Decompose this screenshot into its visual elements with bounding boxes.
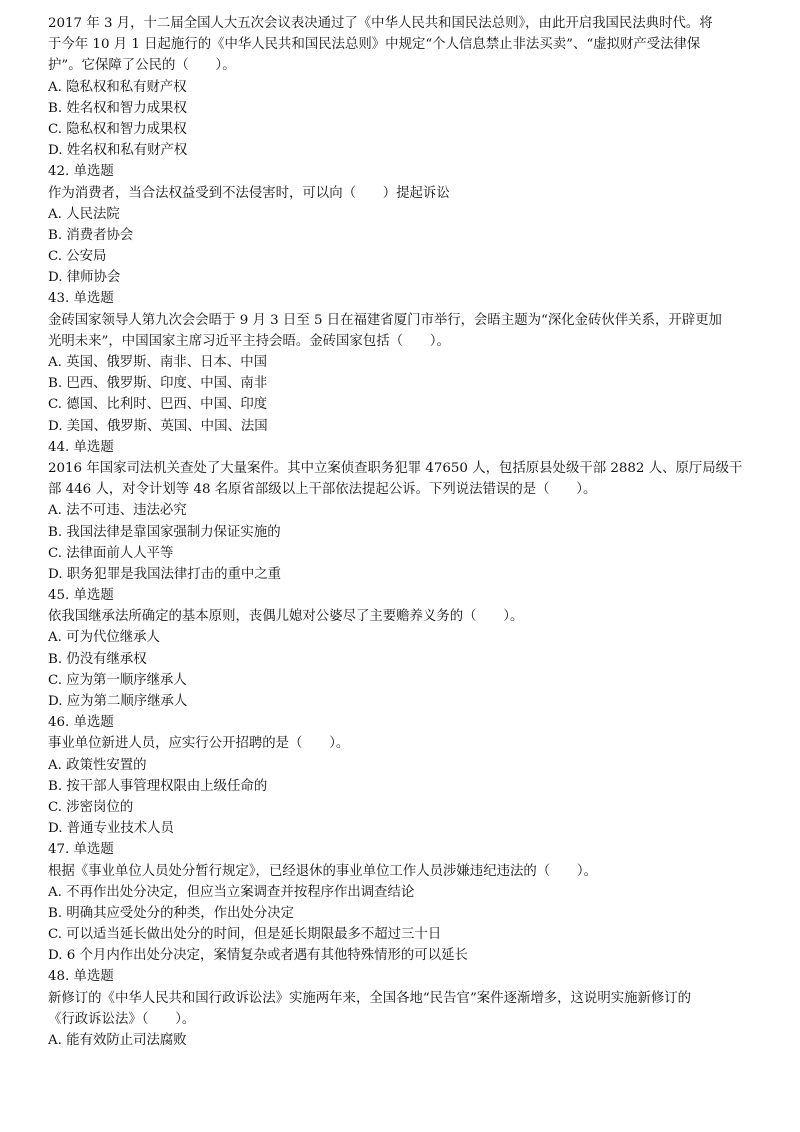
question-45 <box>48 585 764 712</box>
option-c: C. 德国、比利时、巴西、中国、印度 <box>48 397 268 413</box>
question-header: 45. 单选题 <box>48 588 114 604</box>
question-46 <box>48 712 764 839</box>
question-stem-line: 2016 年国家司法机关查处了大量案件。其中立案侦查职务犯罪 47650 人，包括原县处级干部 2882 人、原厅局级干 <box>48 460 743 476</box>
question-stem-line: 新修订的《中华人民共和国行政诉讼法》实施两年来，全国各地“民告官”案件逐渐增多，这说明实施新修订的 <box>48 990 692 1006</box>
option-a: A. 人民法院 <box>48 206 120 222</box>
option-d: D. 美国、俄罗斯、英国、中国、法国 <box>48 418 268 434</box>
option-a: A. 英国、俄罗斯、南非、日本、中国 <box>48 355 268 370</box>
option-b: B. 按干部人事管理权限由上级任命的 <box>48 778 268 794</box>
question-header: 48. 单选题 <box>48 969 114 985</box>
question-stem-line: 于今年 10 月 1 日起施行的《中华人民共和国民法总则》中规定“个人信息禁止非法买卖”、“虚拟财产受法律保 <box>48 37 701 53</box>
option-a: A. 不再作出处分决定，但应当立案调查并按程序作出调查结论 <box>48 884 415 900</box>
option-d: D. 普通专业技术人员 <box>48 821 174 837</box>
question-47 <box>48 839 764 966</box>
option-d: D. 6 个月内作出处分决定，案情复杂或者遇有其他特殊情形的可以延长 <box>48 948 468 964</box>
question-41 <box>48 13 764 161</box>
question-stem-line: 护”。它保障了公民的（ ）。 <box>48 58 236 74</box>
question-stem-line: 根据《事业单位人员处分暂行规定》，已经退休的事业单位工作人员涉嫌违纪违法的（ ）。 <box>48 863 598 879</box>
option-d: D. 职务犯罪是我国法律打击的重中之重 <box>48 566 282 582</box>
option-a: A. 隐私权和私有财产权 <box>48 79 187 95</box>
option-c: C. 公安局 <box>48 249 107 265</box>
question-stem-line: 光明未来”，中国国家主席习近平主持会晤。金砖国家包括（ ）。 <box>48 333 450 349</box>
question-stem-line: 2017 年 3 月，十二届全国人大五次会议表决通过了《中华人民共和国民法总则》，由此开启我国民法典时代。将 <box>48 16 713 31</box>
question-stem-line: 部 446 人，对令计划等 48 名原省部级以上干部依法提起公诉。下列说法错误的是（ ）。 <box>48 482 597 498</box>
question-stem-line: 《行政诉讼法》（ ）。 <box>48 1011 196 1027</box>
option-a: A. 可为代位继承人 <box>48 630 160 646</box>
question-header: 43. 单选题 <box>48 291 114 307</box>
question-stem-line: 依我国继承法所确定的基本原则，丧偶儿媳对公婆尽了主要赡养义务的（ ）。 <box>48 609 524 625</box>
question-stem-line: 事业单位新进人员，应实行公开招聘的是（ ）。 <box>48 736 350 752</box>
question-header: 46. 单选题 <box>48 715 114 731</box>
question-header: 47. 单选题 <box>48 842 114 858</box>
question-header: 44. 单选题 <box>48 439 114 455</box>
option-c: C. 法律面前人人平等 <box>48 545 174 561</box>
document-page <box>48 13 764 1051</box>
question-42 <box>48 161 764 288</box>
option-b: B. 仍没有继承权 <box>48 651 147 667</box>
option-b: B. 姓名权和智力成果权 <box>48 100 187 116</box>
option-c: C. 涉密岗位的 <box>48 799 134 815</box>
option-b: B. 我国法律是靠国家强制力保证实施的 <box>48 524 281 540</box>
question-stem-line: 金砖国家领导人第九次会会晤于 9 月 3 日至 5 日在福建省厦门市举行，会晤主题为“深化金砖伙伴关系，开辟更加 <box>48 312 722 328</box>
option-b: B. 巴西、俄罗斯、印度、中国、南非 <box>48 376 268 392</box>
option-a: A. 法不可违、违法必究 <box>48 503 187 519</box>
option-b: B. 消费者协会 <box>48 227 134 243</box>
option-c: C. 可以适当延长做出处分的时间，但是延长期限最多不超过三十日 <box>48 927 442 943</box>
question-header: 42. 单选题 <box>48 164 114 180</box>
question-43 <box>48 288 764 436</box>
option-b: B. 明确其应受处分的种类，作出处分决定 <box>48 905 294 921</box>
option-d: D. 姓名权和私有财产权 <box>48 143 188 159</box>
question-48 <box>48 966 764 1051</box>
option-a: A. 能有效防止司法腐败 <box>48 1033 187 1048</box>
option-a: A. 政策性安置的 <box>48 757 147 773</box>
question-44 <box>48 437 764 585</box>
option-c: C. 隐私权和智力成果权 <box>48 121 187 137</box>
option-d: D. 律师协会 <box>48 270 121 286</box>
option-c: C. 应为第一顺序继承人 <box>48 672 187 688</box>
option-d: D. 应为第二顺序继承人 <box>48 694 188 709</box>
question-stem-line: 作为消费者，当合法权益受到不法侵害时，可以向（ ）提起诉讼 <box>48 185 450 201</box>
